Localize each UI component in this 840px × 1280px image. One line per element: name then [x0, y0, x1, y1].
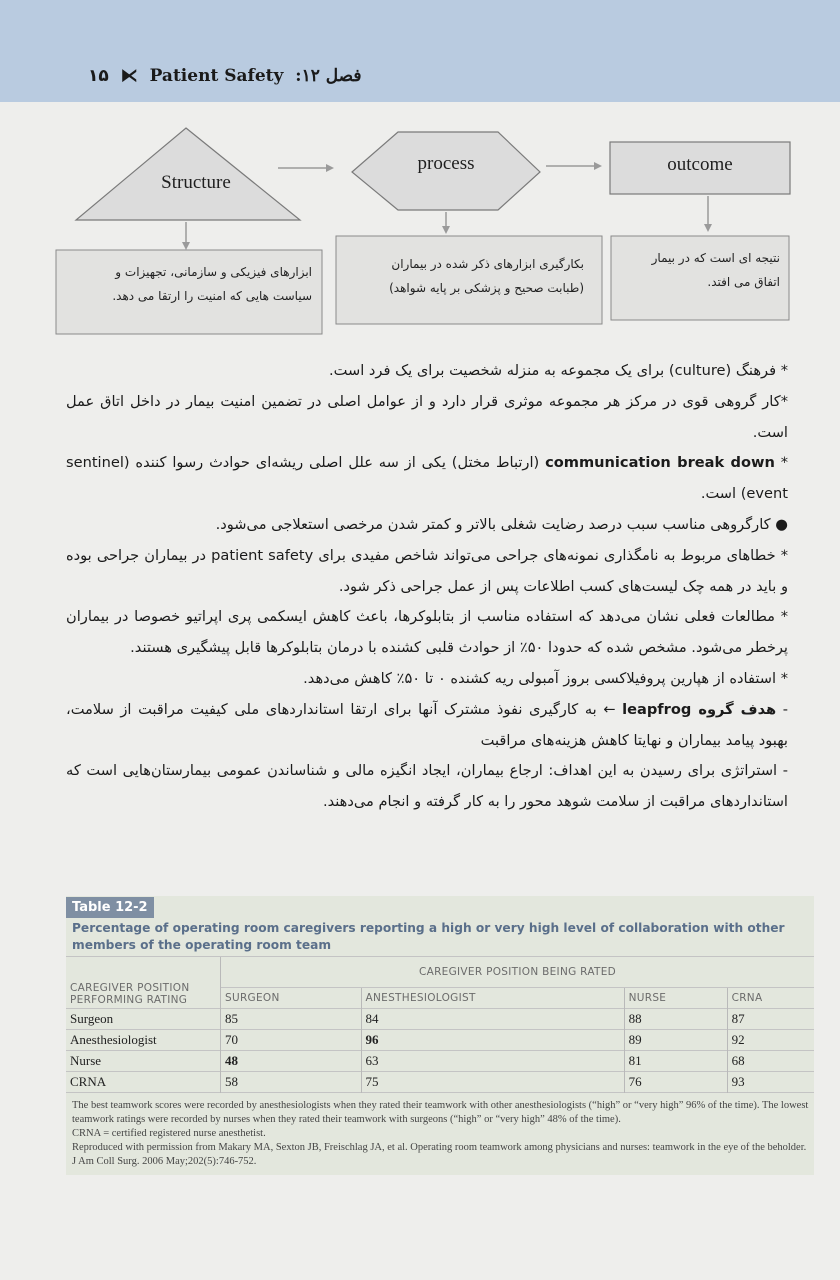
- page-number: ۱۵: [88, 66, 109, 86]
- col-header-surgeon: SURGEON: [221, 988, 362, 1009]
- table-note: CRNA = certified registered nurse anesthetist.: [72, 1128, 266, 1139]
- structure-label: Structure: [161, 172, 231, 193]
- table-row: Anesthesiologist 70 96 89 92: [66, 1030, 814, 1051]
- paragraph-beta-blockers: * مطالعات فعلی نشان می‌دهد که استفاده مناسب از بتابلوکرها، باعث کاهش ایسکمی پری اپراتیو خصوصا در بیماران پرخطر می‌شود. مشخص شده که حدودا ۵۰٪ از حوادث قلبی کشنده با درمان بتابلوکرها قابل پیشگیری هستند.: [66, 608, 788, 657]
- paragraph-heparin: * استفاده از هپارین پروفیلاکسی بروز آمبولی ریه کشنده ۰ تا ۵۰٪ کاهش می‌دهد.: [303, 669, 788, 687]
- paragraph-teamwork: *کار گروهی قوی در مرکز هر مجموعه موثری قرار دارد و از عوامل اصلی در تضمین امنیت بیمار در داخل اتاق عمل است.: [66, 392, 788, 441]
- table-row: Nurse 48 63 81 68: [66, 1051, 814, 1072]
- chapter-mark-icon: ⧔: [120, 66, 138, 86]
- structure-description: ابزارهای فیزیکی و سازمانی، تجهیزات و سیاست هایی که امنیت را ارتقا می دهد.: [112, 265, 312, 303]
- outcome-description: نتیجه ای است که در بیمار اتفاق می افتد.: [651, 251, 780, 289]
- table-note: The best teamwork scores were recorded by anesthesiologists when they rated their teamwork with other anesthesiologists (“high” or “very high” 96% of the time). The lowest teamwork ratings were recorded by nurses when they rated their teamwork with surgeons (“high” or “very high” 48% of the time).: [72, 1100, 809, 1125]
- outcome-label: outcome: [667, 154, 733, 175]
- paragraph-job-satisfaction: ● کارگروهی مناسب سبب درصد رضایت شغلی بالاتر و کمتر شدن مرخصی استعلاجی می‌شود.: [215, 515, 788, 533]
- chapter-title: Patient Safety: [149, 66, 284, 86]
- table-note: Reproduced with permission from Makary MA, Sexton JB, Freischlag JA, et al. Operating room teamwork among physicians and nurses: teamwork in the eye of the beholder. J Am Coll Surg. 2006 May;202(5):746-752.: [72, 1142, 807, 1167]
- table-title: Percentage of operating room caregivers reporting a high or very high level of collaboration with other members of the operating room team: [72, 921, 785, 952]
- paragraph-culture: * فرهنگ (culture) برای یک مجموعه به منزله شخصیت برای یک فرد است.: [329, 362, 788, 379]
- col-header-crna: CRNA: [727, 988, 814, 1009]
- col-header-nurse: NURSE: [624, 988, 727, 1009]
- paragraph-communication: * communication break down (ارتباط مختل) یکی از سه علل اصلی ریشه‌ای حوادث رسوا کننده (sentinel event) است.: [66, 454, 789, 503]
- process-label: process: [417, 153, 475, 174]
- collaboration-table: [66, 956, 814, 1093]
- paragraph-specimen-errors: * خطاهای مربوط به نامگذاری نمونه‌های جراحی می‌تواند شاخص مفیدی برای patient safety در بیماران جراحی بوده و باید در همه چک لیست‌های کسب اطلاعات پس از عمل جراحی ذکر شود.: [66, 546, 789, 595]
- col-header-anesthesiologist: ANESTHESIOLOGIST: [361, 988, 624, 1009]
- table-tag: Table 12-2: [66, 897, 154, 918]
- row-header: CAREGIVER POSITION PERFORMING RATING: [66, 957, 221, 1009]
- table-notes: [66, 1093, 814, 1169]
- paragraph-leapfrog: - هدف گروه leapfrog ← به کارگیری نفوذ مشترک آنها برای ارتقا استانداردهای ملی کیفیت مراقبت از سلامت، بهبود پیامد بیماران و نهایتا کاهش هزینه‌های مراقبت: [66, 700, 788, 749]
- group-header: CAREGIVER POSITION BEING RATED: [221, 957, 815, 988]
- table-12-2: [66, 896, 814, 1175]
- process-description: بکارگیری ابزارهای ذکر شده در بیماران (طبابت صحیح و پزشکی بر پایه شواهد): [389, 257, 584, 295]
- chapter-label: :۱۲ فصل: [295, 66, 362, 86]
- paragraph-strategy: - استراتژی برای رسیدن به این اهداف: ارجاع بیماران، ایجاد انگیزه مالی و شناساندن عمومی بیمارستان‌هایی است که استانداردهای مراقبت از سلامت شوهد محور را به کار گرفته و انجام می‌دهند.: [66, 762, 788, 811]
- table-row: CRNA 58 75 76 93: [66, 1072, 814, 1093]
- body-text: [66, 356, 788, 818]
- table-row: Surgeon 85 84 88 87: [66, 1009, 814, 1030]
